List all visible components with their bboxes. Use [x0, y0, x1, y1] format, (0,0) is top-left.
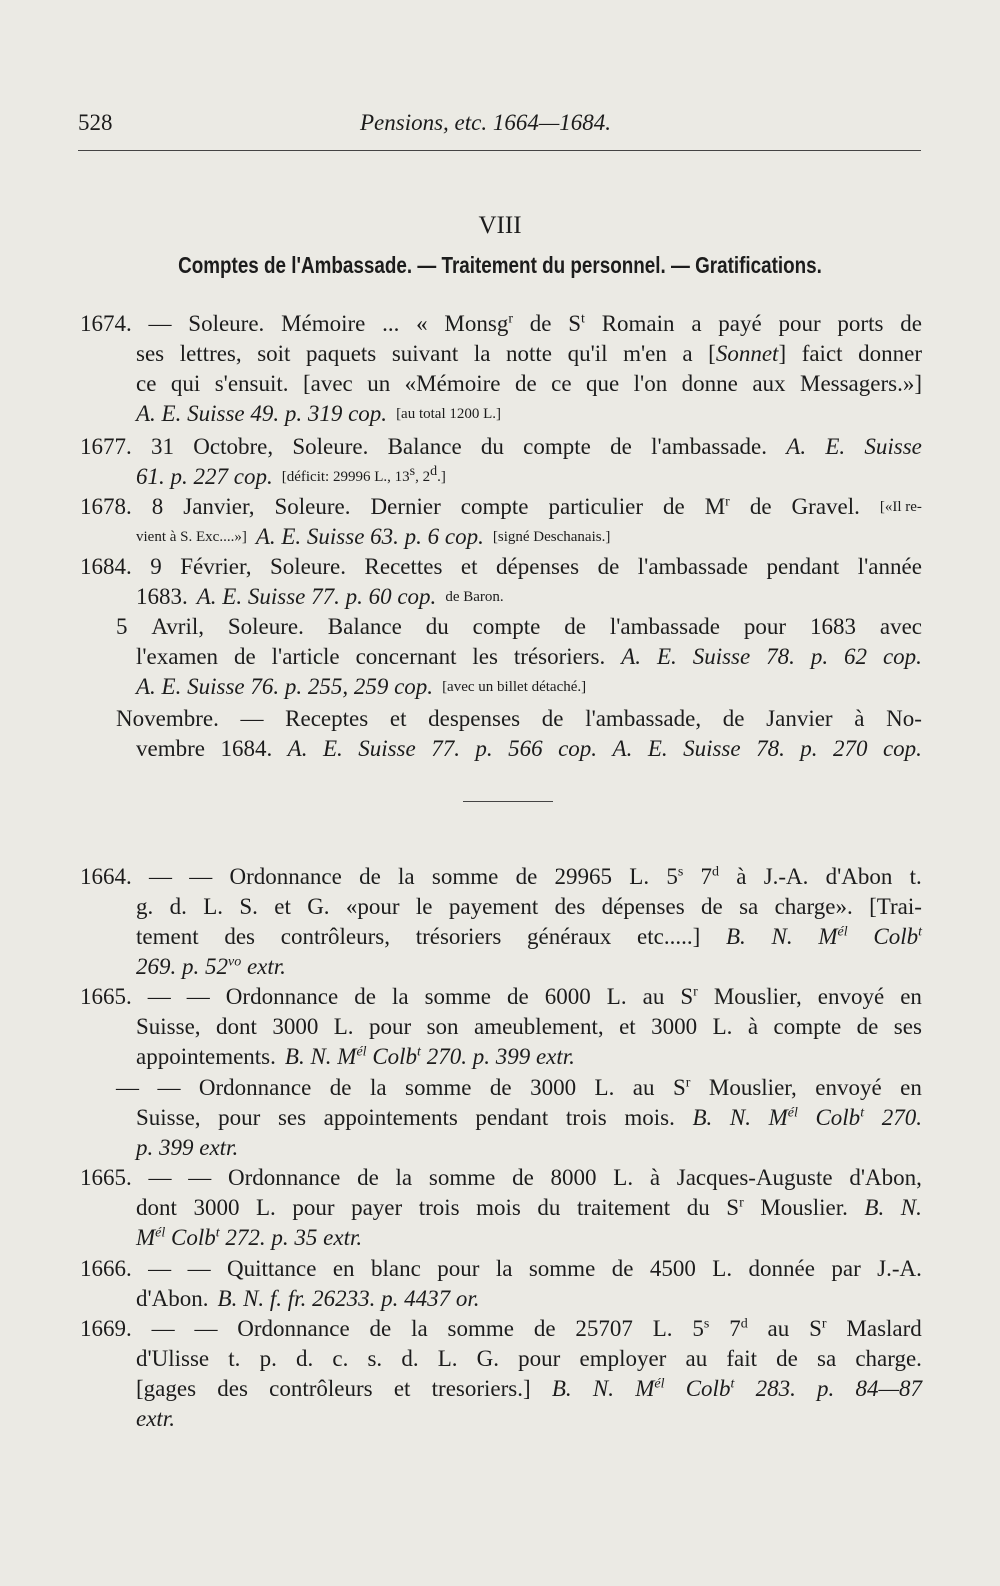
entry-1665-b — [80, 1073, 922, 1163]
section-number: VIII — [478, 212, 522, 239]
entry-1665-c — [80, 1163, 922, 1253]
entry-line: 269. p. $52^{vo}$ extr. — [136, 954, 286, 979]
entry-line: p. 399 extr. — [136, 1135, 239, 1160]
entry-1684-novembre — [80, 704, 922, 764]
entry-line: [gages des contrôleurs et tresoriers.] B. N. $M^{él}$ Colb$^t$ 283. p. 84—87 — [136, 1376, 922, 1401]
header-rule — [78, 150, 921, 151]
entry-line: ses lettres, soit paquets suivant la notte qu'il m'en a [Sonnet] faict donner — [136, 341, 922, 366]
entry-line: — — Ordonnance de la somme de 3000 L. au $S^r$ Mouslier, envoyé en — [116, 1075, 922, 1100]
entry-line: A. E. Suisse 49. p. 319 cop. [au total 1200 L.] — [136, 401, 502, 426]
entry-line: $M^{él}$ Colb$^t$ 272. p. 35 extr. — [136, 1225, 363, 1250]
entry-line: appointements. B. N. $M^{él}$ Colb$^t$ 270. p. 399 extr. — [136, 1044, 575, 1069]
entry-line: Novembre. — Receptes et despenses de l'ambassade, de Janvier à No- — [116, 706, 922, 731]
entry-line: 1678. 8 Janvier, Soleure. Dernier compte particulier de $M^r$ de Gravel. [«Il re- — [80, 494, 922, 519]
entry-line: extr. — [136, 1406, 175, 1431]
entry-1665-a — [80, 982, 922, 1072]
entry-line: 1665. — — Ordonnance de la somme de 8000 L. à Jacques-Auguste d'Abon, — [80, 1165, 922, 1190]
entry-line: 1683. A. E. Suisse 77. p. 60 cop. de Baron. — [136, 584, 504, 609]
entry-1674 — [80, 309, 922, 429]
entry-line: 1666. — — Quittance en blanc pour la somme de 4500 L. donnée par J.-A. — [80, 1256, 922, 1281]
entry-line: vient à S. Exc....»] A. E. Suisse 63. p. 6 cop. [signé Deschanais.] — [136, 524, 611, 549]
page-number: 528 — [78, 110, 113, 135]
entry-1678 — [80, 492, 922, 552]
section-divider — [463, 801, 553, 802]
entry-line: 1669. — — Ordonnance de la somme de 25707 L. 5$^s$ 7$^d$ au $S^r$ Maslard — [80, 1316, 922, 1341]
entry-line: 1665. — — Ordonnance de la somme de 6000 L. au $S^r$ Mouslier, envoyé en — [80, 984, 922, 1009]
entry-1669 — [80, 1314, 922, 1434]
entry-1677 — [80, 432, 922, 492]
entry-line: dont 3000 L. pour payer trois mois du traitement du $S^r$ Mouslier. B. N. — [136, 1195, 922, 1220]
entry-line: Suisse, pour ses appointements pendant trois mois. B. N. $M^{él}$ Colb$^t$ 270. — [136, 1105, 922, 1130]
entry-line: d'Ulisse t. p. d. c. s. d. L. G. pour employer au fait de sa charge. — [136, 1346, 922, 1371]
entry-line: 5 Avril, Soleure. Balance du compte de l'ambassade pour 1683 avec — [116, 614, 922, 639]
entry-line: 1677. 31 Octobre, Soleure. Balance du compte de l'ambassade. A. E. Suisse — [80, 434, 922, 459]
entry-line: 1684. 9 Février, Soleure. Recettes et dépenses de l'ambassade pendant l'année — [80, 554, 922, 579]
entry-line: A. E. Suisse 76. p. 255, 259 cop. [avec un billet détaché.] — [136, 674, 587, 699]
entry-line: vembre 1684. A. E. Suisse 77. p. 566 cop. A. E. Suisse 78. p. 270 cop. — [136, 736, 922, 761]
entry-line: 1664. — — Ordonnance de la somme de 29965 L. 5$^s$ 7$^d$ à J.-A. d'Abon t. — [80, 864, 922, 889]
entry-1666 — [80, 1254, 922, 1314]
running-title: Pensions, etc. 1664—1684. — [360, 110, 612, 135]
entry-line: 1674. — Soleure. Mémoire ... « Monsg$^r$ de $S^t$ Romain a payé pour ports de — [80, 311, 922, 336]
section-title: Comptes de l'Ambassade. — Traitement du personnel. — Gratifications. — [178, 252, 822, 278]
entry-1664 — [80, 862, 922, 982]
page-header — [78, 110, 922, 144]
entry-line: ce qui s'ensuit. [avec un «Mémoire de ce que l'on donne aux Messagers.»] — [136, 371, 922, 396]
entry-1684 — [80, 552, 922, 612]
entry-line: Suisse, dont 3000 L. pour son ameublement, et 3000 L. à compte de ses — [136, 1014, 922, 1039]
entry-line: l'examen de l'article concernant les trésoriers. A. E. Suisse 78. p. 62 cop. — [136, 644, 922, 669]
entry-line: g. d. L. S. et G. «pour le payement des dépenses de sa charge». [Trai- — [136, 894, 922, 919]
entry-1684-avril — [80, 612, 922, 702]
entry-line: tement des contrôleurs, trésoriers généraux etc.....] B. N. $M^{él}$ Colb$^t$ — [136, 924, 922, 949]
entry-line: d'Abon. B. N. f. fr. 26233. p. 4437 or. — [136, 1286, 480, 1311]
entry-line: 61. p. 227 cop. [déficit: 29996 L., 13$^s$, 2$^d$.] — [136, 464, 446, 489]
